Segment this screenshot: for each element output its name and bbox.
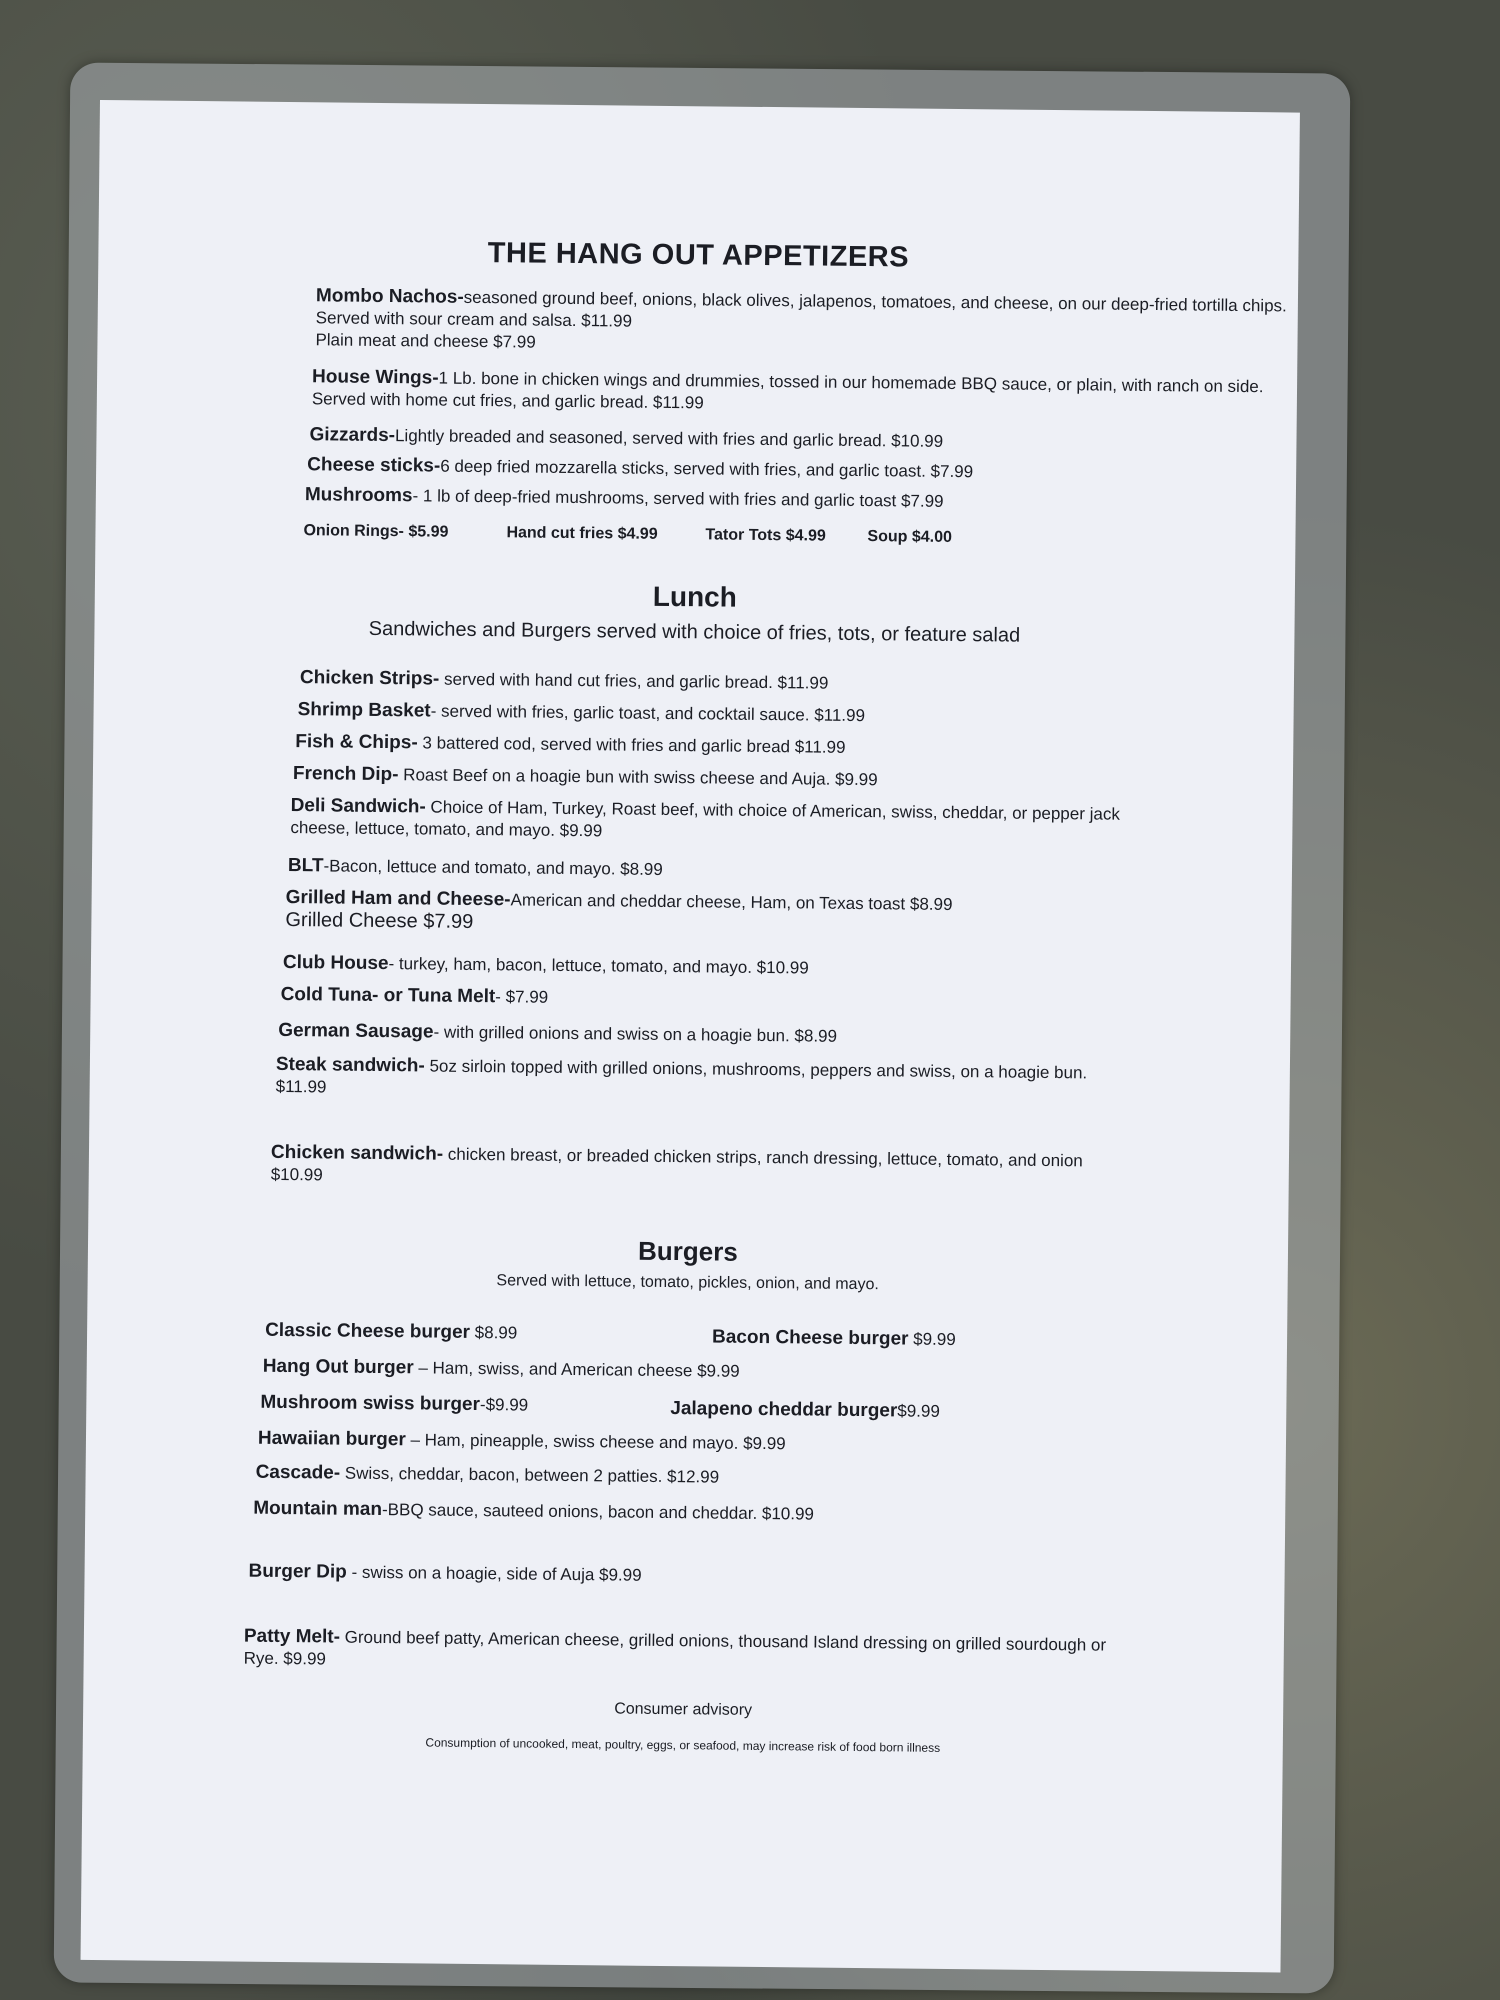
menu-item: Chicken sandwich- chicken breast, or breaded chicken strips, ranch dressing, lettuce, tomato, and onion $10.99 — [270, 1141, 1083, 1185]
side-item: Hand cut fries $4.99 — [506, 524, 658, 543]
menu-item: Grilled Ham and Cheese-American and cheddar cheese, Ham, on Texas toast $8.99 Grilled Cheese $7.99 — [285, 886, 953, 933]
menu-item: Deli Sandwich- Choice of Ham, Turkey, Roast beef, with choice of American, swiss, cheddar, or pepper jack cheese, lettuce, tomato, and mayo. $9.99 — [290, 795, 1120, 841]
lunch-subtitle: Sandwiches and Burgers served with choice of fries, tots, or feature salad — [368, 617, 1021, 647]
menu-item: Fish & Chips- 3 battered cod, served with fries and garlic bread $11.99 — [295, 731, 846, 757]
menu-item: Burger Dip - swiss on a hoagie, side of Auja $9.99 — [248, 1560, 642, 1585]
menu-item: Mombo Nachos-seasoned ground beef, onions, black olives, jalapenos, tomatoes, and cheese, on our deep-fried tortilla chips. Served with sour cream and salsa. $11.99 Plain meat and cheese $7.99 — [315, 285, 1287, 352]
side-item: Onion Rings- $5.99 — [303, 522, 449, 541]
menu-item: Mountain man-BBQ sauce, sauteed onions, bacon and cheddar. $10.99 — [253, 1497, 815, 1524]
advisory-text: Consumption of uncooked, meat, poultry, eggs, or seafood, may increase risk of food born illness — [425, 1735, 941, 1755]
menu-item: Hawaiian burger – Ham, pineapple, swiss cheese and mayo. $9.99 — [257, 1427, 786, 1454]
side-item: Tator Tots $4.99 — [705, 526, 826, 545]
menu-item: Shrimp Basket- served with fries, garlic toast, and cocktail sauce. $11.99 — [297, 699, 866, 726]
burgers-subtitle: Served with lettuce, tomato, pickles, onion, and mayo. — [496, 1272, 879, 1294]
menu-item: Classic Cheese burger $8.99 — [265, 1319, 518, 1343]
menu-page — [81, 100, 1300, 1972]
menu-item: Bacon Cheese burger $9.99 — [711, 1326, 956, 1350]
burgers-title: Burgers — [637, 1235, 738, 1267]
advisory-title: Consumer advisory — [614, 1700, 753, 1719]
lunch-title: Lunch — [652, 580, 737, 613]
menu-item: Cheese sticks-6 deep fried mozzarella sticks, served with fries, and garlic toast. $7.99 — [307, 454, 974, 482]
menu-item: Mushrooms- 1 lb of deep-fried mushrooms, served with fries and garlic toast $7.99 — [304, 484, 944, 511]
menu-item: House Wings-1 Lb. bone in chicken wings and drummies, tossed in our homemade BBQ sauce, or plain, with ranch on side. Served with home cut fries, and garlic bread. $11.99 — [311, 366, 1264, 413]
menu-item: BLT-Bacon, lettuce and tomato, and mayo. $8.99 — [287, 855, 663, 879]
menu-item: German Sausage- with grilled onions and swiss on a hoagie bun. $8.99 — [278, 1019, 838, 1046]
menu-item: Steak sandwich- 5oz sirloin topped with grilled onions, mushrooms, peppers and swiss, on a hoagie bun. $11.99 — [275, 1053, 1088, 1097]
menu-item: Gizzards-Lightly breaded and seasoned, served with fries and garlic bread. $10.99 — [309, 424, 944, 451]
menu-item: Club House- turkey, ham, bacon, lettuce, tomato, and mayo. $10.99 — [282, 951, 809, 978]
appetizers-title: THE HANG OUT APPETIZERS — [487, 237, 910, 274]
menu-item: Mushroom swiss burger-$9.99 — [260, 1391, 529, 1416]
side-item: Soup $4.00 — [867, 528, 953, 546]
menu-item: Cascade- Swiss, cheddar, bacon, between 2 patties. $12.99 — [255, 1461, 720, 1487]
menu-item: Cold Tuna- or Tuna Melt- $7.99 — [280, 983, 549, 1008]
menu-item: Patty Melt- Ground beef patty, American cheese, grilled onions, thousand Island dressing on grilled sourdough or Rye. $9.99 — [243, 1625, 1107, 1669]
menu-item: Hang Out burger – Ham, swiss, and American cheese $9.99 — [262, 1355, 740, 1381]
menu-item: Chicken Strips- served with hand cut fries, and garlic bread. $11.99 — [299, 667, 829, 693]
menu-item: French Dip- Roast Beef on a hoagie bun with swiss cheese and Auja. $9.99 — [292, 763, 878, 790]
menu-item: Jalapeno cheddar burger$9.99 — [670, 1398, 940, 1422]
